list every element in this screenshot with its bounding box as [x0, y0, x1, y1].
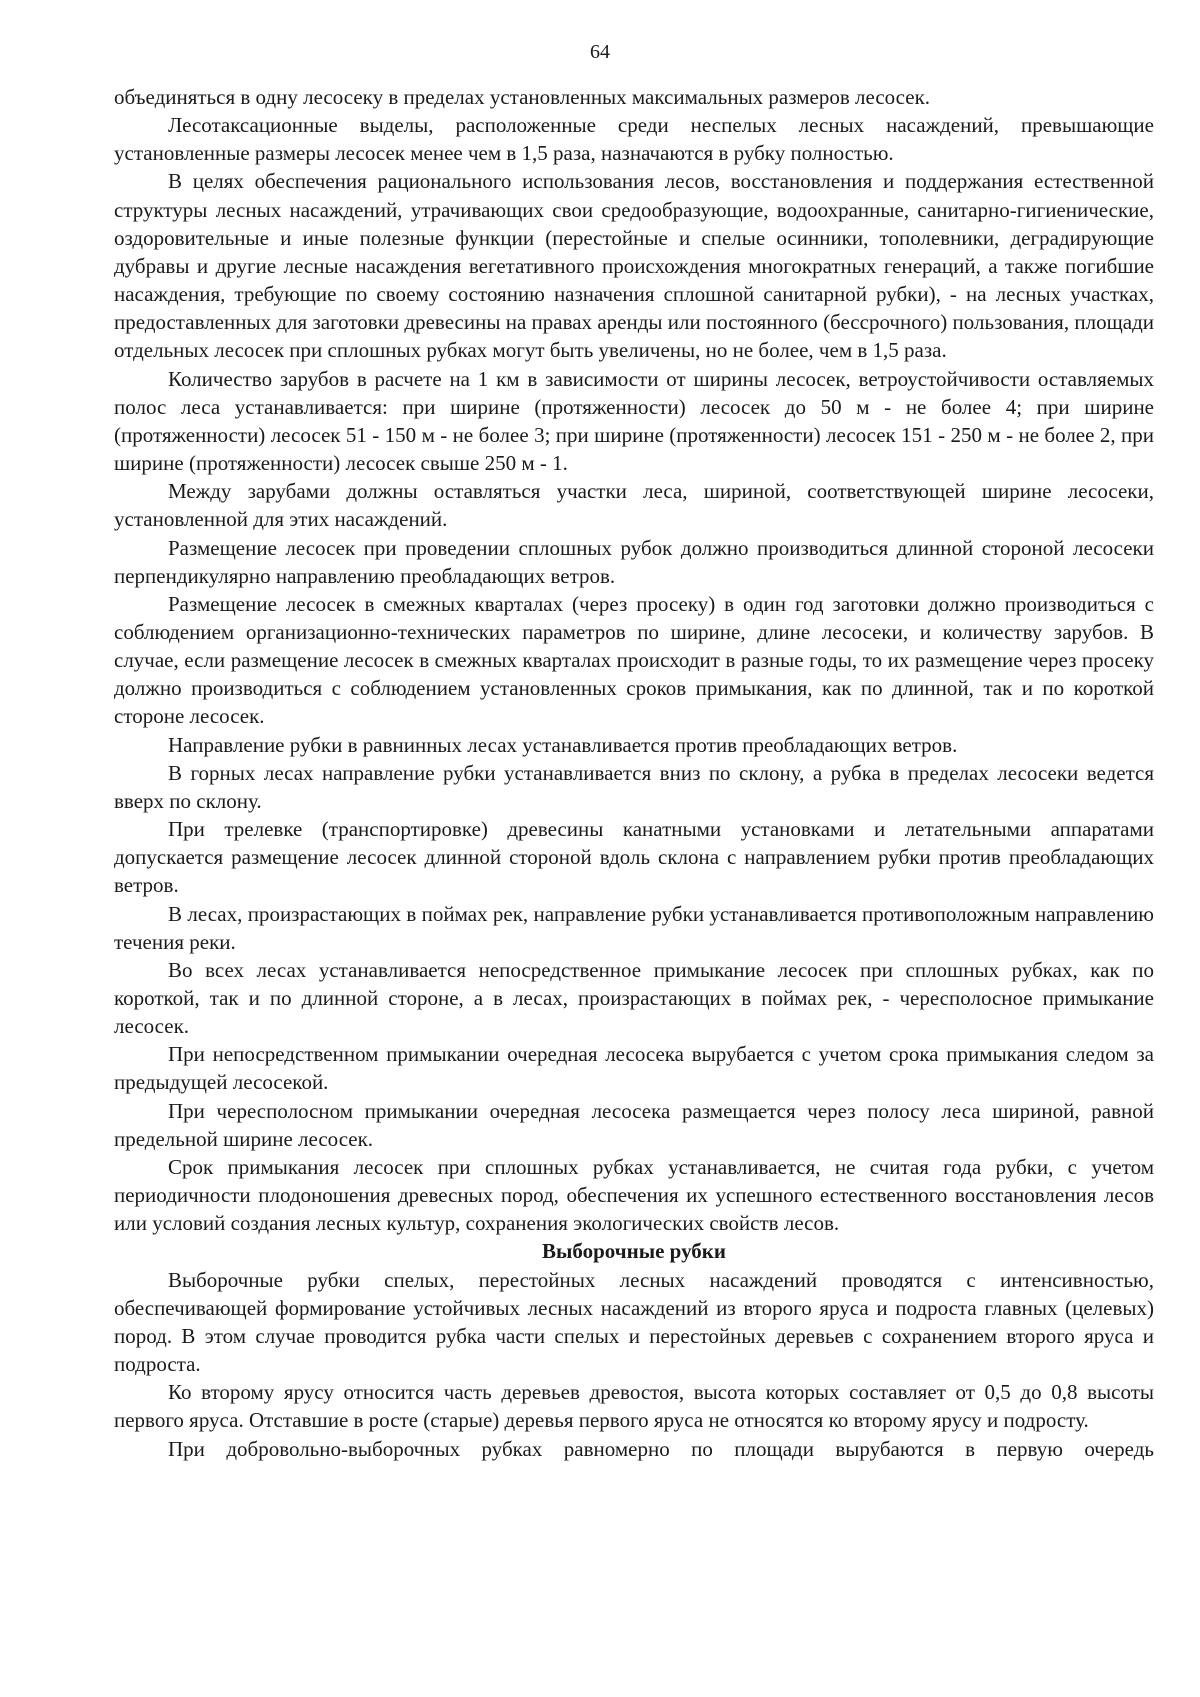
paragraph: Размещение лесосек в смежных кварталах (через просеку) в один год заготовки должно производиться с соблюдением организационно-технических параметров по ширине, длине лесосеки, и количеству зарубов. В случае, если размещение лесосек в смежных кварталах происходит в разные годы, то их размещение через просеку должно производиться с соблюдением установленных сроков примыкания, как по длинной, так и по короткой стороне лесосек.	[114, 591, 1154, 729]
paragraph: Срок примыкания лесосек при сплошных рубках устанавливается, не считая года рубки, с учетом периодичности плодоношения древесных пород, обеспечения их успешного естественного восстановления лесов или условий создания лесных культур, сохранения экологических свойств лесов.	[114, 1154, 1154, 1236]
paragraph: Количество зарубов в расчете на 1 км в зависимости от ширины лесосек, ветроустойчивости оставляемых полос леса устанавливается: при ширине (протяженности) лесосек до 50 м - не более 4; при ширине (протяженности) лесосек 51 - 150 м - не более 3; при ширине (протяженности) лесосек 151 - 250 м - не более 2, при ширине (протяженности) лесосек свыше 250 м - 1.	[114, 366, 1154, 476]
paragraph: В горных лесах направление рубки устанавливается вниз по склону, а рубка в пределах лесосеки ведется вверх по склону.	[114, 760, 1154, 813]
paragraph: Во всех лесах устанавливается непосредственное примыкание лесосек при сплошных рубках, как по короткой, так и по длинной стороне, а в лесах, произрастающих в поймах рек, - чересполосное примыкание лесосек.	[114, 957, 1154, 1039]
section-heading: Выборочные рубки	[542, 1239, 726, 1264]
paragraph: объединяться в одну лесосеку в пределах установленных максимальных размеров лесосек.	[114, 85, 931, 109]
paragraph: В лесах, произрастающих в поймах рек, направление рубки устанавливается противоположным направлению течения реки.	[114, 901, 1154, 954]
paragraph: В целях обеспечения рационального использования лесов, восстановления и поддержания естественной структуры лесных насаждений, утрачивающих свои средообразующие, водоохранные, санитарно-гигиенические, оздоровительные и иные полезные функции (перестойные и спелые осинники, тополевники, деградирующие дубравы и другие лесные насаждения вегетативного происхождения многократных генераций, а также погибшие насаждения, требующие по своему состоянию назначения сплошной санитарной рубки), - на лесных участках, предоставленных для заготовки древесины на правах аренды или постоянного (бессрочного) пользования, площади отдельных лесосек при сплошных рубках могут быть увеличены, но не более, чем в 1,5 раза.	[114, 169, 1154, 363]
paragraph: Ко второму ярусу относится часть деревьев древостоя, высота которых составляет от 0,5 до 0,8 высоты первого яруса. Отставшие в росте (старые) деревья первого яруса не относятся ко второму ярусу и подросту.	[114, 1380, 1154, 1433]
paragraph: При чересполосном примыкании очередная лесосека размещается через полосу леса шириной, равной предельной ширине лесосек.	[114, 1098, 1154, 1151]
document-body	[114, 83, 1154, 1463]
paragraph: Направление рубки в равнинных лесах устанавливается против преобладающих ветров.	[168, 732, 958, 757]
paragraph: При добровольно-выборочных рубках равномерно по площади вырубаются в первую очередь	[168, 1436, 1154, 1461]
page-number: 64	[590, 41, 610, 63]
paragraph: Лесотаксационные выделы, расположенные среди неспелых лесных насаждений, превышающие установленные размеры лесосек менее чем в 1,5 раза, назначаются в рубку полностью.	[114, 113, 1154, 166]
paragraph: Выборочные рубки спелых, перестойных лесных насаждений проводятся с интенсивностью, обеспечивающей формирование устойчивых лесных насаждений из второго яруса и подроста главных (целевых) пород. В этом случае проводится рубка части спелых и перестойных деревьев с сохранением второго яруса и подроста.	[114, 1267, 1154, 1377]
paragraph: Между зарубами должны оставляться участки леса, шириной, соответствующей ширине лесосеки, установленной для этих насаждений.	[114, 479, 1154, 532]
paragraph: При непосредственном примыкании очередная лесосека вырубается с учетом срока примыкания следом за предыдущей лесосекой.	[114, 1042, 1154, 1095]
paragraph: Размещение лесосек при проведении сплошных рубок должно производиться длинной стороной лесосеки перпендикулярно направлению преобладающих ветров.	[114, 535, 1154, 588]
paragraph: При трелевке (транспортировке) древесины канатными установками и летательными аппаратами допускается размещение лесосек длинной стороной вдоль склона с направлением рубки против преобладающих ветров.	[114, 817, 1154, 898]
